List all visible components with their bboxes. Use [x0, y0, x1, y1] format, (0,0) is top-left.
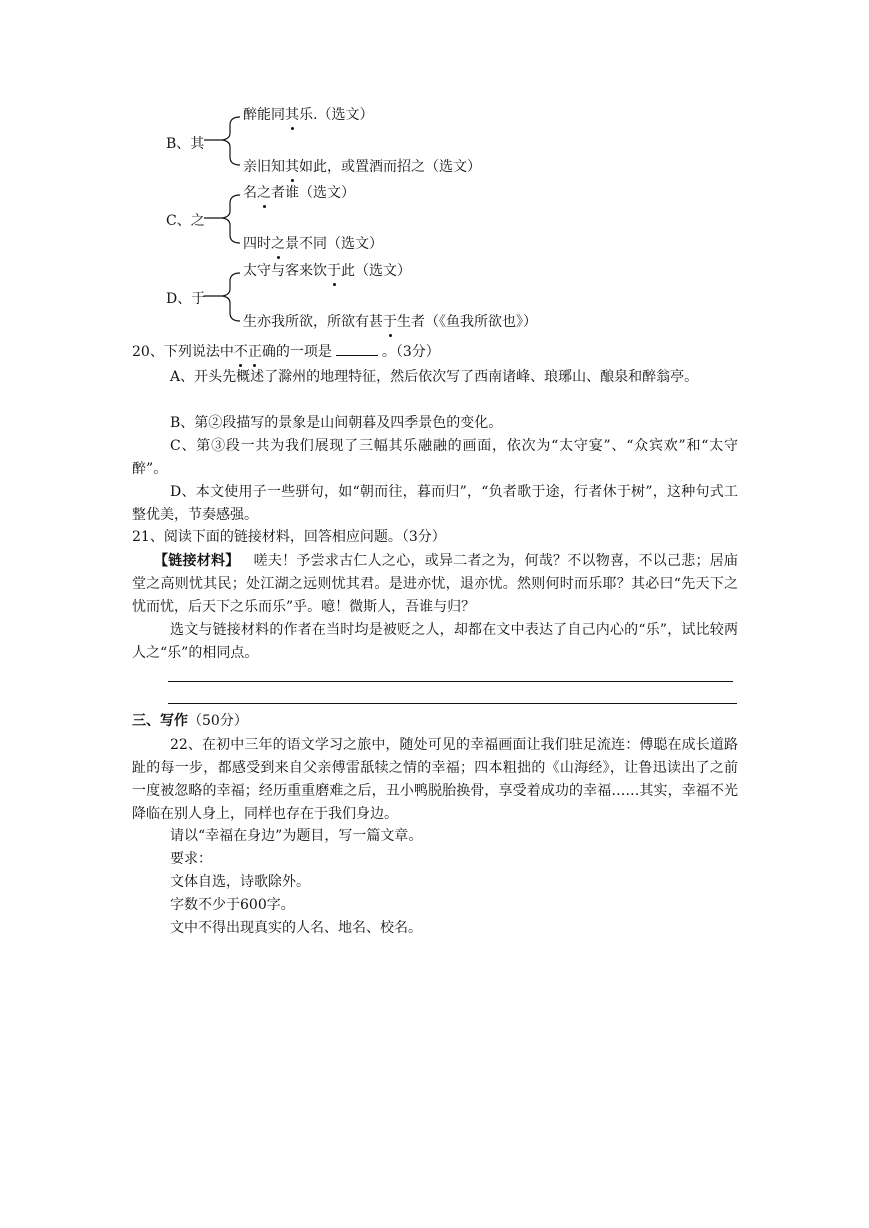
question-20-option-b: B、第②段描写的景象是山间朝暮及四季景色的变化。	[170, 415, 503, 431]
requirement-1: 文体自选，诗歌除外。	[170, 874, 310, 890]
option-d-label: D、于	[166, 291, 206, 307]
option-b-line-1: 醉能同其乐.（选文）	[243, 107, 374, 123]
question-22-text: 22、在初中三年的语文学习之旅中，随处可见的幸福画面让我们驻足流连：傅聪在成长道路趾的每一步，都感受到来自父亲傅雷舐犊之情的幸福；四本粗拙的《山海经》，让鲁迅读出了之前一度被忽略的幸福；经历重重磨难之后，丑小鸭脱胎换骨，享受着成功的幸福……其实，幸福不光降临在别人身上，同样也存在于我们身边。	[132, 737, 738, 822]
option-d-line-2: 生亦我所欲，所欲有甚于生者（《鱼我所欲也》）	[243, 314, 537, 330]
requirement-2: 字数不少于600字。	[170, 897, 295, 913]
section-3-title: 三、写作	[132, 713, 188, 729]
option-c-label: C、之	[166, 213, 205, 229]
section-3-heading	[132, 711, 248, 731]
answer-blank[interactable]	[336, 341, 378, 356]
answer-line[interactable]	[168, 681, 733, 682]
requirement-3: 文中不得出现真实的人名、地名、校名。	[170, 920, 422, 936]
link-material-label: 【链接材料】	[154, 553, 240, 569]
brace-icon	[204, 115, 244, 167]
question-21-question: 选文与链接材料的作者在当时均是被贬之人，却都在文中表达了自己内心的“乐”，试比较两人之“乐”的相同点。	[132, 622, 738, 661]
option-b-label: B、其	[166, 136, 205, 152]
option-b-line-2: 亲旧知其如此，或置酒而招之（选文）	[243, 159, 481, 175]
question-20-stem: 20、下列说法中不正确的一项是 。（3分）	[132, 341, 440, 362]
requirements-title: 要求：	[170, 851, 212, 867]
question-20-option-a: A、开头先概述了滁州的地理特征，然后依次写了西南诸峰、琅琊山、酿泉和醉翁亭。	[170, 369, 699, 385]
section-3-score: （50分）	[188, 713, 248, 729]
question-21-stem: 21、阅读下面的链接材料，回答相应问题。（3分）	[132, 529, 446, 545]
brace-icon	[204, 271, 244, 323]
link-material-text: 嗟夫！予尝求古仁人之心，或异二者之为，何哉？不以物喜，不以己悲；居庙堂之高则忧其民；处江湖之远则忧其君。是进亦忧，退亦忧。然则何时而乐耶？其必曰“先天下之忧而忧，后天下之乐而乐”乎。噫！微斯人，吾谁与归？	[132, 553, 739, 615]
link-material	[132, 550, 738, 619]
option-c-line-2: 四时之景不同（选文）	[243, 236, 383, 252]
brace-icon	[204, 193, 244, 245]
option-c-line-1: 名之者谁（选文）	[243, 185, 355, 201]
question-20-option-d: D、本文使用子一些骈句，如“朝而往，暮而归”，“负者歌于途，行者休于树”，这种句式工整优美，节奏感强。	[132, 484, 738, 523]
writing-prompt: 请以“幸福在身边”为题目，写一篇文章。	[170, 828, 423, 844]
option-d-line-1: 太守与客来饮于此（选文）	[243, 263, 411, 279]
answer-line[interactable]	[168, 703, 737, 704]
question-20-option-c: C、第③段一共为我们展现了三幅其乐融融的画面，依次为“太守宴”、“众宾欢”和“太守醉”。	[132, 438, 738, 477]
